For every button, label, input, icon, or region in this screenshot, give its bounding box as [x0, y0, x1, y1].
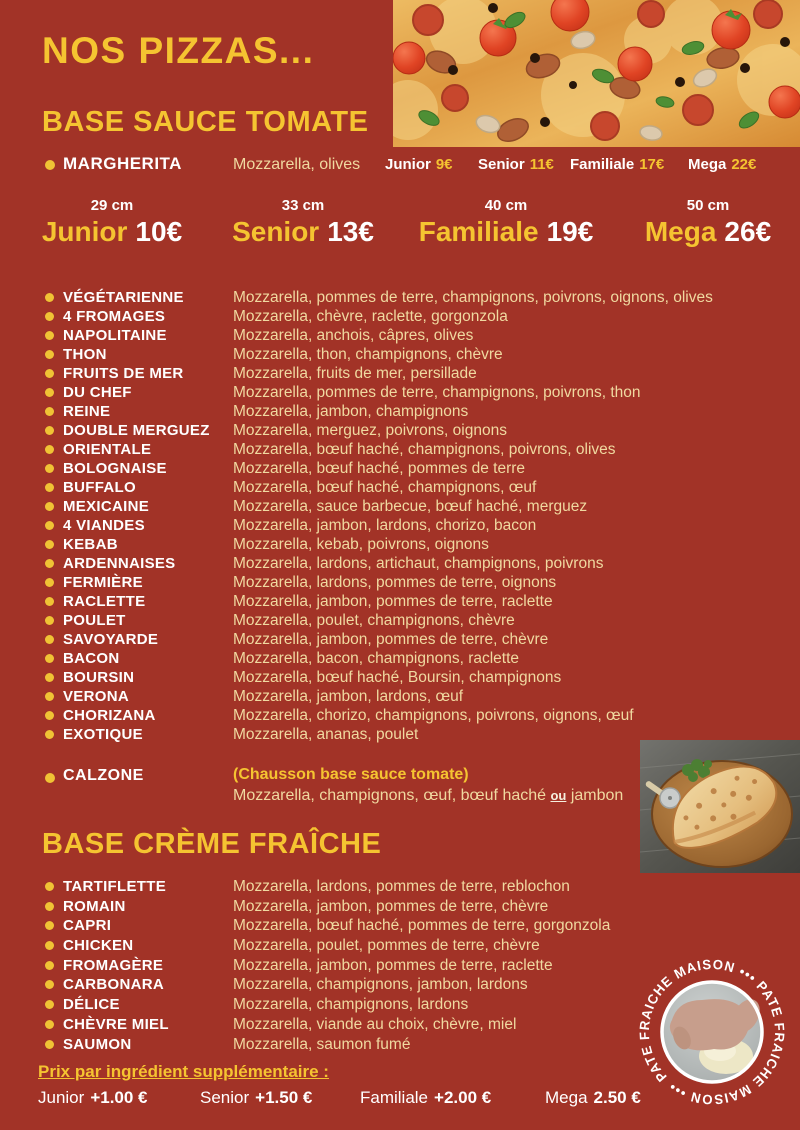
sauce-tomate-list	[0, 288, 800, 744]
pizza-ingredients: Mozzarella, olives	[233, 156, 361, 173]
menu-item-row	[0, 345, 800, 364]
margherita-prices	[0, 156, 800, 176]
bullet-icon	[45, 407, 54, 416]
size-price-line	[232, 216, 374, 247]
supplement-pair	[38, 1088, 148, 1108]
menu-item-row	[0, 687, 800, 706]
calzone-photo	[640, 740, 800, 873]
pizza-ingredients: Mozzarella, jambon, champignons	[233, 403, 469, 420]
pizza-name: RACLETTE	[63, 593, 146, 610]
bullet-icon	[45, 941, 54, 950]
menu-item-row	[0, 706, 800, 725]
pizza-closeup-photo	[393, 0, 800, 147]
pizza-name: SAVOYARDE	[63, 631, 159, 648]
pizza-ingredients: Mozzarella, pommes de terre, champignons, poivrons, oignons, olives	[233, 289, 713, 306]
bullet-icon	[45, 692, 54, 701]
pizza-name: THON	[63, 346, 107, 363]
section-heading-sauce-tomate: BASE SAUCE TOMATE	[42, 106, 369, 138]
bullet-icon	[45, 980, 54, 989]
pizza-ingredients: Mozzarella, lardons, pommes de terre, oignons	[233, 574, 557, 591]
pizza-ingredients: Mozzarella, champignons, jambon, lardons	[233, 976, 528, 994]
size-label: Mega	[688, 156, 727, 173]
supplement-pair	[360, 1088, 491, 1108]
size-column	[419, 197, 594, 248]
bullet-icon	[45, 445, 54, 454]
bullet-icon	[45, 882, 54, 891]
menu-item-row	[0, 611, 800, 630]
price-pair	[478, 156, 554, 173]
bullet-icon	[45, 902, 54, 911]
pizza-ingredients: Mozzarella, viande au choix, chèvre, miel	[233, 1015, 517, 1033]
menu-item-row	[0, 402, 800, 421]
bullet-icon	[45, 673, 54, 682]
pizza-ingredients: Mozzarella, sauce barbecue, bœuf haché, merguez	[233, 498, 588, 515]
size-label: Senior	[200, 1088, 250, 1107]
pizza-ingredients: Mozzarella, bacon, champignons, raclette	[233, 650, 520, 667]
bullet-icon	[45, 293, 54, 302]
pizza-name: CALZONE	[63, 767, 144, 784]
pizza-name: BACON	[63, 650, 120, 667]
pizza-name: CAPRI	[63, 917, 112, 935]
price-value: 2.50 €	[593, 1088, 641, 1107]
pizza-name: CHORIZANA	[63, 707, 156, 724]
size-diameter: 29 cm	[90, 197, 134, 214]
bullet-icon	[45, 597, 54, 606]
supplement-pair	[200, 1088, 312, 1108]
bullet-icon	[45, 312, 54, 321]
bullet-icon	[45, 616, 54, 625]
bullet-icon	[45, 1040, 54, 1049]
calzone-row	[0, 764, 640, 810]
menu-item-row	[0, 364, 800, 383]
size-price-line	[42, 216, 182, 247]
pizza-name: DU CHEF	[63, 384, 132, 401]
price-value: +1.50 €	[255, 1088, 313, 1107]
price-value: 19€	[546, 216, 594, 247]
pizza-name: ARDENNAISES	[63, 555, 176, 572]
size-label: Familiale	[570, 156, 635, 173]
pizza-ingredients: Mozzarella, lardons, artichaut, champignons, poivrons	[233, 555, 604, 572]
pizza-name: CARBONARA	[63, 976, 165, 994]
pate-fraiche-maison-stamp	[622, 942, 800, 1122]
price-value: 22€	[731, 156, 757, 173]
calzone-photo-art	[640, 740, 800, 873]
pizza-name: POULET	[63, 612, 126, 629]
size-label: Junior	[41, 216, 128, 247]
pizza-name: BOLOGNAISE	[63, 460, 167, 477]
menu-item-row	[0, 668, 800, 687]
size-label: Junior	[38, 1088, 85, 1107]
size-label: Senior	[232, 216, 320, 247]
pizza-name: MEXICAINE	[63, 498, 150, 515]
pizza-ingredients: Mozzarella, jambon, lardons, œuf	[233, 688, 464, 705]
pizza-ingredients: Mozzarella, saumon fumé	[233, 1035, 411, 1053]
bullet-icon	[45, 369, 54, 378]
bullet-icon	[45, 578, 54, 587]
pizza-name: CHICKEN	[63, 937, 134, 955]
stamp-art	[622, 942, 800, 1122]
pizza-ingredients: Mozzarella, thon, champignons, chèvre	[233, 346, 503, 363]
size-diameter: 40 cm	[484, 197, 528, 214]
pizza-ingredients: Mozzarella, jambon, pommes de terre, chèvre	[233, 631, 549, 648]
pizza-ingredients: Mozzarella, jambon, pommes de terre, chèvre	[233, 897, 549, 915]
pizza-name: EXOTIQUE	[63, 726, 143, 743]
calzone-note: (Chausson base sauce tomate)	[233, 766, 469, 783]
menu-item-row	[0, 535, 800, 554]
menu-item-row	[0, 421, 800, 440]
sizes-prices-row	[0, 197, 800, 259]
size-label: Familiale	[360, 1088, 429, 1107]
menu-item-row	[0, 497, 800, 516]
bullet-icon	[45, 921, 54, 930]
pizza-name: DÉLICE	[63, 996, 120, 1014]
price-value: 26€	[724, 216, 772, 247]
price-pair	[385, 156, 453, 173]
size-column	[42, 197, 182, 248]
pizza-name: MARGHERITA	[63, 154, 182, 173]
pizza-name: CHÈVRE MIEL	[63, 1015, 169, 1033]
supplements-heading: Prix par ingrédient supplémentaire :	[38, 1062, 329, 1081]
price-value: 11€	[529, 156, 554, 173]
size-label: Junior	[385, 156, 431, 173]
menu-item-row	[0, 916, 800, 936]
menu-item-row	[0, 459, 800, 478]
pizza-ingredients: Mozzarella, jambon, lardons, chorizo, bacon	[233, 517, 537, 534]
pizza-ingredients: Mozzarella, poulet, pommes de terre, chèvre	[233, 937, 540, 955]
page-title: NOS PIZZAS...	[42, 30, 315, 71]
price-value: 9€	[435, 156, 453, 173]
price-value: +1.00 €	[90, 1088, 148, 1107]
pizza-ingredients: Mozzarella, chorizo, champignons, poivrons, oignons, œuf	[233, 707, 634, 724]
size-diameter: 33 cm	[281, 197, 325, 214]
menu-item-row	[0, 877, 800, 897]
pizza-name: TARTIFLETTE	[63, 878, 167, 895]
pizza-name: VERONA	[63, 688, 129, 705]
menu-item-row	[0, 326, 800, 345]
size-diameter: 50 cm	[686, 197, 730, 214]
pizza-name: 4 VIANDES	[63, 517, 145, 534]
pizza-ingredients: Mozzarella, chèvre, raclette, gorgonzola	[233, 308, 508, 325]
pizza-ingredients: Mozzarella, bœuf haché, champignons, œuf	[233, 479, 537, 496]
pizza-name: FERMIÈRE	[63, 574, 143, 591]
size-label: Senior	[478, 156, 525, 173]
bullet-icon	[45, 350, 54, 359]
pizza-ingredients: Mozzarella, kebab, poivrons, oignons	[233, 536, 489, 553]
menu-item-row	[0, 649, 800, 668]
price-value: +2.00 €	[434, 1088, 492, 1107]
price-pair	[570, 156, 664, 173]
pizza-name: SAUMON	[63, 1035, 132, 1053]
pizza-name: NAPOLITAINE	[63, 327, 167, 344]
menu-item-row	[0, 897, 800, 917]
menu-item-row	[0, 288, 800, 307]
bullet-icon	[45, 730, 54, 739]
calzone-ingredients-after: jambon	[566, 787, 624, 804]
size-column	[232, 197, 374, 248]
calzone-ingredients-before: Mozzarella, champignons, œuf, bœuf haché	[233, 787, 551, 804]
menu-item-row	[0, 592, 800, 611]
pizza-ingredients: Mozzarella, fruits de mer, persillade	[233, 365, 477, 382]
pizza-name: 4 FROMAGES	[63, 308, 166, 325]
pizza-ingredients: Mozzarella, poulet, champignons, chèvre	[233, 612, 515, 629]
bullet-icon	[45, 635, 54, 644]
section-heading-creme-fraiche: BASE CRÈME FRAÎCHE	[42, 828, 382, 860]
bullet-icon	[45, 1000, 54, 1009]
size-label: Mega	[644, 216, 717, 247]
size-label: Familiale	[418, 216, 539, 247]
price-value: 13€	[327, 216, 374, 247]
pizza-name: ROMAIN	[63, 897, 126, 915]
bullet-icon	[45, 961, 54, 970]
pizza-name: VÉGÉTARIENNE	[63, 289, 184, 306]
menu-item-row	[0, 383, 800, 402]
bullet-icon	[45, 483, 54, 492]
pizza-ingredients: Mozzarella, lardons, pommes de terre, reblochon	[233, 878, 570, 895]
bullet-icon	[45, 502, 54, 511]
pizza-name: BUFFALO	[63, 479, 136, 496]
size-label: Mega	[545, 1088, 588, 1107]
bullet-icon	[45, 1020, 54, 1029]
stamp-ring-text: PATE FRAICHE MAISON ••• PATE FRAICHE MAISON •••	[636, 956, 788, 1108]
bullet-icon	[45, 426, 54, 435]
pizza-name: FROMAGÈRE	[63, 956, 164, 974]
pizza-ingredients: Mozzarella, ananas, poulet	[233, 726, 419, 743]
pizza-name: REINE	[63, 403, 111, 420]
pizza-ingredients: Mozzarella, bœuf haché, pommes de terre	[233, 460, 526, 477]
pizza-ingredients	[233, 787, 623, 805]
menu-item-row	[0, 516, 800, 535]
price-value: 10€	[135, 216, 183, 247]
bullet-icon	[45, 464, 54, 473]
bullet-icon	[45, 388, 54, 397]
margherita-row	[0, 154, 800, 178]
pizza-name: DOUBLE MERGUEZ	[63, 422, 210, 439]
menu-item-row	[0, 554, 800, 573]
bullet-icon	[45, 540, 54, 549]
pizza-photo-art	[393, 0, 800, 147]
bullet-icon	[45, 773, 55, 783]
calzone-or: ou	[550, 788, 567, 803]
price-pair	[688, 156, 756, 173]
pizza-ingredients: Mozzarella, merguez, poivrons, oignons	[233, 422, 507, 439]
bullet-icon	[45, 559, 54, 568]
pizza-name: BOURSIN	[63, 669, 135, 686]
size-column	[645, 197, 771, 248]
pizza-ingredients: Mozzarella, bœuf haché, Boursin, champignons	[233, 669, 562, 686]
bullet-icon	[45, 521, 54, 530]
size-price-line	[645, 216, 771, 247]
menu-item-row	[0, 478, 800, 497]
pizza-ingredients: Mozzarella, jambon, pommes de terre, raclette	[233, 956, 553, 974]
pizza-ingredients: Mozzarella, bœuf haché, champignons, poivrons, olives	[233, 441, 616, 458]
bullet-icon	[45, 331, 54, 340]
pizza-name: FRUITS DE MER	[63, 365, 184, 382]
menu-item-row	[0, 440, 800, 459]
menu-item-row	[0, 630, 800, 649]
pizza-ingredients: Mozzarella, champignons, lardons	[233, 996, 469, 1014]
pizza-ingredients: Mozzarella, anchois, câpres, olives	[233, 327, 474, 344]
pizza-name: ORIENTALE	[63, 441, 152, 458]
bullet-icon	[45, 654, 54, 663]
menu-item-row	[0, 307, 800, 326]
bullet-icon	[45, 711, 54, 720]
pizza-name: KEBAB	[63, 536, 118, 553]
price-value: 17€	[639, 156, 665, 173]
menu-item-row	[0, 573, 800, 592]
pizza-ingredients: Mozzarella, jambon, pommes de terre, raclette	[233, 593, 553, 610]
pizza-ingredients: Mozzarella, pommes de terre, champignons, poivrons, thon	[233, 384, 641, 401]
pizza-ingredients: Mozzarella, bœuf haché, pommes de terre, gorgonzola	[233, 917, 611, 935]
size-price-line	[419, 216, 594, 247]
